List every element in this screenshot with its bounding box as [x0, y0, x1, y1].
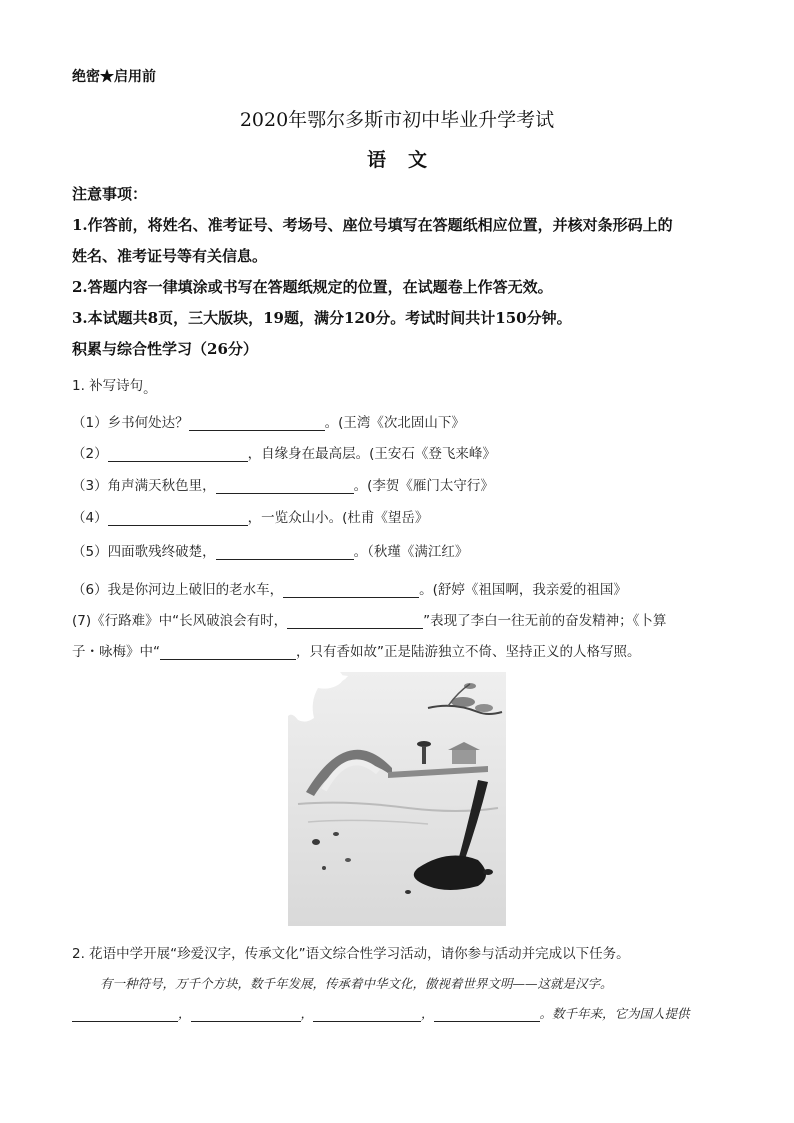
answer-blank[interactable]: [191, 1007, 301, 1022]
answer-blank[interactable]: [189, 416, 325, 431]
q1-line-7a: (7)《行路难》中“长风破浪会有时， ”表现了李白一往无前的奋发精神；《卜算: [72, 613, 667, 629]
answer-blank[interactable]: [283, 583, 419, 598]
notice-item-3: 3.本试题共8页，三大版块，19题，满分120分。考试时间共计150分钟。: [72, 309, 572, 327]
q1-line-2: （2） ，自缘身在最高层。(王安石《登飞来峰》: [72, 446, 496, 462]
notice-heading: 注意事项：: [72, 185, 148, 203]
q1-line-7b: 子・咏梅》中“ ，只有香如故”正是陆游独立不倚、坚持正义的人格写照。: [72, 644, 641, 660]
confidential-mark: 绝密★启用前: [72, 69, 156, 85]
answer-blank[interactable]: [216, 545, 354, 560]
answer-blank[interactable]: [72, 1007, 178, 1022]
q1-line-6: （6）我是你河边上破旧的老水车， 。(舒婷《祖国啊，我亲爱的祖国》: [72, 582, 627, 598]
notice-item-1b: 姓名、准考证号等有关信息。: [72, 247, 268, 265]
answer-blank[interactable]: [434, 1007, 540, 1022]
notice-item-1a: 1.作答前，将姓名、准考证号、考场号、座位号填写在答题纸相应位置，并核对条形码上的: [72, 216, 673, 234]
q1-line-4: （4） ，一览众山小。(杜甫《望岳》: [72, 510, 429, 526]
bridge-and-brush-image: [288, 672, 506, 926]
q1-line-1: （1）乡书何处达？ 。(王湾《次北固山下》: [72, 415, 465, 431]
section-title: 积累与综合性学习（26分）: [72, 340, 258, 358]
question-2-intro: 2. 花语中学开展“珍爱汉字，传承文化”语文综合性学习活动，请你参与活动并完成以下任务。: [72, 946, 630, 962]
ink-painting-illustration: [288, 672, 506, 926]
answer-blank[interactable]: [160, 645, 296, 660]
q1-line-3: （3）角声满天秋色里， 。(李贺《雁门太守行》: [72, 478, 494, 494]
subject-title: 语文: [366, 149, 449, 171]
answer-blank[interactable]: [313, 1007, 421, 1022]
answer-blank[interactable]: [108, 511, 248, 526]
answer-blank[interactable]: [287, 614, 423, 629]
exam-title: 2020年鄂尔多斯市初中毕业升学考试: [239, 109, 555, 131]
q2-paragraph-1: 有一种符号，万千个方块，数千年发展，传承着中华文化，傲视着世界文明——这就是汉字。: [100, 976, 613, 991]
answer-blank[interactable]: [108, 447, 248, 462]
q2-paragraph-2: ， ， ， 。数千年来，它为国人提供: [72, 1004, 690, 1022]
answer-blank[interactable]: [216, 479, 354, 494]
q1-line-5: （5）四面歌残终破楚， 。（秋瑾《满江红》: [72, 544, 469, 560]
question-1-title: 1. 补写诗句。: [72, 378, 157, 397]
notice-item-2: 2.答题内容一律填涂或书写在答题纸规定的位置，在试题卷上作答无效。: [72, 278, 553, 296]
